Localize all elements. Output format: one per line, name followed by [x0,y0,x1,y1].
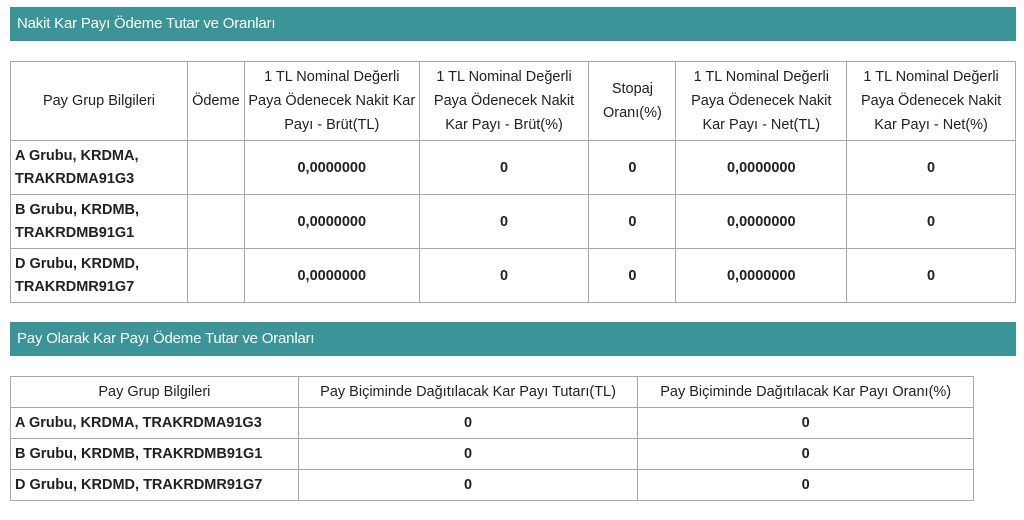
stopaj-cell: 0 [589,195,676,249]
share-amount-cell: 0 [298,470,638,501]
col-header-stopaj: Stopaj Oranı(%) [589,62,676,141]
brut-tl-cell: 0,0000000 [244,195,419,249]
net-tl-cell: 0,0000000 [676,195,847,249]
col-header-group-info: Pay Grup Bilgileri [11,377,299,408]
brut-pct-cell: 0 [419,141,589,195]
net-tl-cell: 0,0000000 [676,249,847,303]
table-row [11,439,974,470]
group-info-cell: A Grubu, KRDMA, TRAKRDMA91G3 [11,408,299,439]
share-rate-cell: 0 [638,470,974,501]
col-header-net-pct: 1 TL Nominal Değerli Paya Ödenecek Nakit Kar Payı - Net(%) [847,62,1016,141]
cash-dividend-section-title: Nakit Kar Payı Ödeme Tutar ve Oranları [10,7,1016,41]
share-dividend-section-title: Pay Olarak Kar Payı Ödeme Tutar ve Oranları [10,322,1016,356]
table-row [11,195,1016,249]
net-pct-cell: 0 [847,195,1016,249]
cash-dividend-table [10,61,1016,303]
net-pct-cell: 0 [847,141,1016,195]
group-info-cell: B Grubu, KRDMB, TRAKRDMB91G1 [11,439,299,470]
share-amount-cell: 0 [298,439,638,470]
odeme-cell [187,249,244,303]
group-info-cell: D Grubu, KRDMD, TRAKRDMR91G7 [11,249,188,303]
col-header-group-info: Pay Grup Bilgileri [11,62,188,141]
share-rate-cell: 0 [638,408,974,439]
table-row [11,141,1016,195]
share-rate-cell: 0 [638,439,974,470]
table-row [11,470,974,501]
net-pct-cell: 0 [847,249,1016,303]
col-header-brut-pct: 1 TL Nominal Değerli Paya Ödenecek Nakit Kar Payı - Brüt(%) [419,62,589,141]
brut-pct-cell: 0 [419,195,589,249]
net-tl-cell: 0,0000000 [676,141,847,195]
share-dividend-table [10,376,974,501]
table-header-row [11,62,1016,141]
table-row [11,249,1016,303]
col-header-net-tl: 1 TL Nominal Değerli Paya Ödenecek Nakit Kar Payı - Net(TL) [676,62,847,141]
table-row [11,408,974,439]
share-amount-cell: 0 [298,408,638,439]
stopaj-cell: 0 [589,141,676,195]
stopaj-cell: 0 [589,249,676,303]
brut-pct-cell: 0 [419,249,589,303]
brut-tl-cell: 0,0000000 [244,249,419,303]
group-info-cell: A Grubu, KRDMA, TRAKRDMA91G3 [11,141,188,195]
brut-tl-cell: 0,0000000 [244,141,419,195]
col-header-share-amount: Pay Biçiminde Dağıtılacak Kar Payı Tutarı(TL) [298,377,638,408]
odeme-cell [187,141,244,195]
col-header-brut-tl: 1 TL Nominal Değerli Paya Ödenecek Nakit Kar Payı - Brüt(TL) [244,62,419,141]
odeme-cell [187,195,244,249]
group-info-cell: D Grubu, KRDMD, TRAKRDMR91G7 [11,470,299,501]
group-info-cell: B Grubu, KRDMB, TRAKRDMB91G1 [11,195,188,249]
table-header-row [11,377,974,408]
col-header-share-rate: Pay Biçiminde Dağıtılacak Kar Payı Oranı(%) [638,377,974,408]
col-header-odeme: Ödeme [187,62,244,141]
